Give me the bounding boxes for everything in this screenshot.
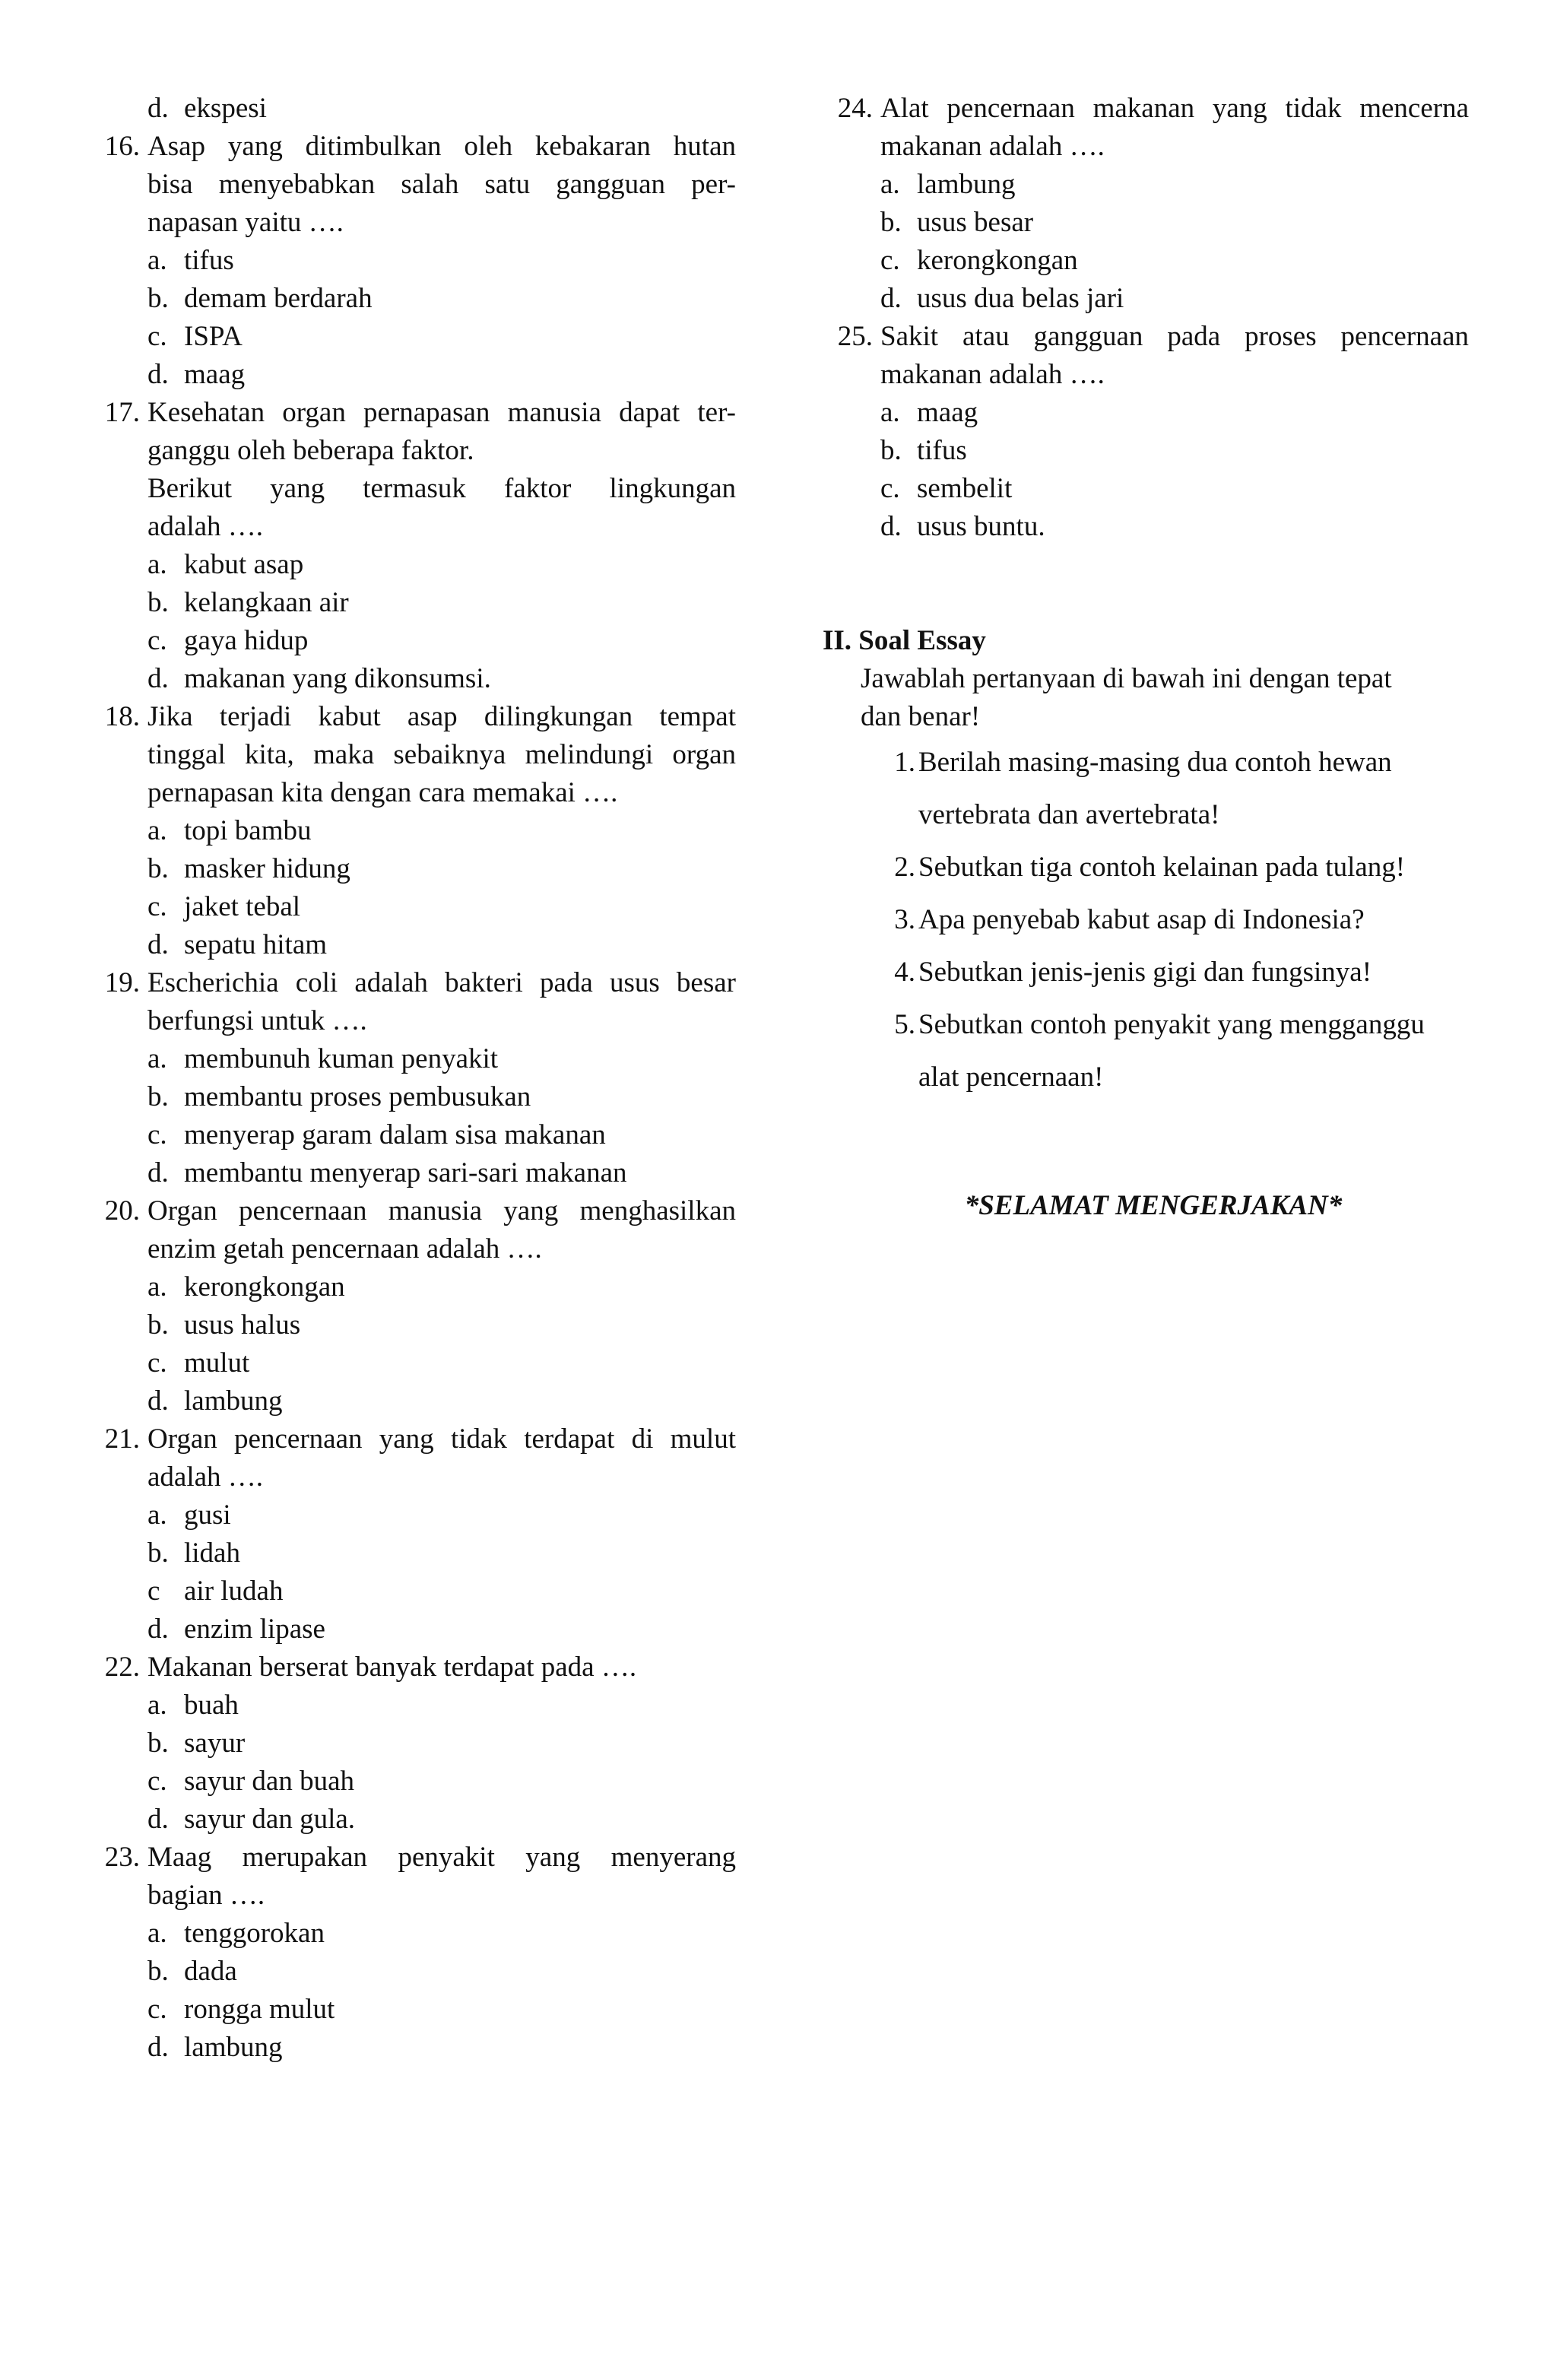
question-number: 19. (104, 967, 140, 998)
question-line (90, 1420, 736, 1458)
essay-text: alat pencernaan! (918, 1061, 1104, 1093)
question-line (90, 736, 736, 774)
question (90, 1192, 736, 1420)
option-key: d. (147, 929, 169, 960)
question-line (90, 698, 736, 736)
option-text: menyerap garam dalam sisa makanan (184, 1119, 606, 1150)
option-key: a. (147, 1043, 167, 1074)
question-line (90, 432, 736, 470)
option-text: membantu proses pembusukan (184, 1081, 531, 1112)
option-text: sepatu hitam (184, 929, 328, 960)
option-row (90, 356, 736, 394)
option-key: c. (147, 625, 167, 656)
option-text: jaket tebal (184, 891, 301, 922)
option-key: d. (880, 511, 902, 542)
option-key: a. (147, 1690, 167, 1721)
option-key: b. (880, 435, 902, 466)
option-text: ISPA (184, 321, 243, 352)
option-row (90, 1382, 736, 1420)
essay-list (823, 736, 1469, 1103)
option-text: mulut (184, 1347, 250, 1379)
question-text: makanan adalah …. (880, 359, 1105, 390)
left-column (90, 90, 736, 2067)
question-number: 20. (104, 1195, 140, 1226)
option-text: tifus (917, 435, 967, 466)
option-text: usus buntu. (917, 511, 1045, 542)
option-text: tenggorokan (184, 1918, 325, 1949)
essay-item (823, 893, 1469, 946)
option-key: c. (880, 245, 900, 276)
option-key: b. (147, 853, 169, 884)
option-key: b. (880, 207, 902, 238)
essay-item (823, 998, 1469, 1103)
option-row (823, 394, 1469, 432)
option-row (90, 90, 736, 128)
question-line (90, 166, 736, 204)
question-line (90, 1839, 736, 1877)
question (823, 90, 1469, 318)
essay-line (823, 789, 1469, 841)
essay-line (823, 1051, 1469, 1103)
option (147, 1154, 627, 1192)
option-row (90, 926, 736, 964)
option (147, 1078, 531, 1116)
option (147, 1344, 249, 1382)
option-row (823, 242, 1469, 280)
question-line (823, 128, 1469, 166)
question-text: Organ pencernaan yang tidak terdapat di mulut (147, 1423, 736, 1455)
question-line (90, 1649, 736, 1687)
option (147, 1116, 606, 1154)
question-text: bagian …. (147, 1880, 265, 1911)
option-row (823, 166, 1469, 204)
option-text: kerongkongan (184, 1271, 345, 1303)
question-line (90, 470, 736, 508)
question-text: ganggu oleh beberapa faktor. (147, 435, 474, 466)
question-text: pernapasan kita dengan cara memakai …. (147, 777, 618, 808)
option-text: membantu menyerap sari-sari makanan (184, 1157, 627, 1188)
option (147, 280, 373, 318)
option-row (90, 546, 736, 584)
option-key: b. (147, 1081, 169, 1112)
essay-item (823, 841, 1469, 893)
option (880, 508, 1045, 546)
question-line (90, 128, 736, 166)
question-line (90, 204, 736, 242)
essay-text: Sebutkan contoh penyakit yang mengganggu (918, 1009, 1425, 1040)
option-row (90, 1953, 736, 1991)
essay-line (823, 841, 1469, 893)
essay-item (823, 946, 1469, 998)
option (147, 1572, 283, 1610)
option-key: c. (880, 473, 900, 504)
closing-message: *SELAMAT MENGERJAKAN* (964, 1190, 1343, 1221)
option (147, 812, 312, 850)
essay-intro-line: dan benar! (861, 701, 981, 732)
question-text: Organ pencernaan manusia yang menghasilkan (147, 1195, 736, 1226)
option-text: sayur (184, 1728, 246, 1759)
question-text: Alat pencernaan makanan yang tidak mencerna (880, 93, 1469, 124)
option-row (90, 1687, 736, 1725)
essay-number: 4. (894, 957, 915, 988)
option-row (823, 508, 1469, 546)
option-key: d. (147, 1157, 169, 1188)
option-key: c (147, 1576, 160, 1607)
question-line (90, 508, 736, 546)
option-key: b. (147, 283, 169, 314)
question (90, 964, 736, 1192)
option-key: c. (147, 891, 167, 922)
option-row (90, 280, 736, 318)
question-line (90, 1458, 736, 1496)
question-line (90, 964, 736, 1002)
question-text: adalah …. (147, 1461, 264, 1493)
option-text: usus halus (184, 1309, 301, 1341)
question (90, 128, 736, 394)
option-text: topi bambu (184, 815, 312, 846)
option-row (90, 1915, 736, 1953)
option-key: c. (147, 1119, 167, 1150)
option-text: air ludah (184, 1576, 284, 1607)
option-key: d. (147, 93, 169, 124)
option-text: lidah (184, 1537, 240, 1569)
option-text: enzim lipase (184, 1614, 325, 1645)
option-key: d. (147, 663, 169, 694)
option-row (90, 888, 736, 926)
option-key: a. (147, 549, 167, 580)
option-key: a. (880, 397, 900, 428)
question-text: Maag merupakan penyakit yang menyerang (147, 1842, 736, 1873)
option-row (90, 1801, 736, 1839)
question-number: 21. (104, 1423, 140, 1455)
option (147, 1953, 237, 1991)
essay-intro-line: Jawablah pertanyaan di bawah ini dengan tepat (861, 663, 1392, 694)
option-key: d. (880, 283, 902, 314)
option-row (90, 1040, 736, 1078)
option-row (90, 1991, 736, 2029)
option-key: a. (147, 815, 167, 846)
option-text: lambung (917, 169, 1016, 200)
option-text: usus dua belas jari (917, 283, 1124, 314)
option-text: masker hidung (184, 853, 350, 884)
question-text: Escherichia coli adalah bakteri pada usus besar (147, 967, 736, 998)
option (147, 1801, 355, 1839)
question-text: adalah …. (147, 511, 264, 542)
option-text: gaya hidup (184, 625, 309, 656)
question-line (90, 1192, 736, 1230)
option-row (90, 1154, 736, 1192)
option-key: d. (147, 359, 169, 390)
essay-line (823, 736, 1469, 789)
question-number: 25. (837, 321, 873, 352)
option-text: sayur dan gula. (184, 1804, 356, 1835)
option (880, 432, 967, 470)
option-text: maag (184, 359, 246, 390)
option-text: lambung (184, 2032, 283, 2063)
essay-text: Apa penyebab kabut asap di Indonesia? (918, 904, 1365, 935)
question-list (823, 90, 1469, 546)
essay-line (823, 998, 1469, 1051)
option-row (90, 1344, 736, 1382)
option (147, 926, 327, 964)
option-row (90, 850, 736, 888)
option (147, 660, 491, 698)
question-text: Sakit atau gangguan pada proses pencernaan (880, 321, 1469, 352)
question-line (823, 318, 1469, 356)
right-column (823, 90, 1469, 1225)
question-line (90, 1002, 736, 1040)
question (90, 394, 736, 698)
option-key: d. (147, 1385, 169, 1417)
option (147, 1725, 245, 1763)
option-row (90, 1572, 736, 1610)
essay-item (823, 736, 1469, 841)
option-key: a. (147, 1271, 167, 1303)
option-text: lambung (184, 1385, 283, 1417)
option (147, 1306, 300, 1344)
option (147, 850, 350, 888)
option (147, 1687, 239, 1725)
option-row (823, 280, 1469, 318)
spacer (823, 546, 1469, 622)
question-text: bisa menyebabkan salah satu gangguan per- (147, 169, 736, 200)
option-text: kabut asap (184, 549, 304, 580)
option (880, 470, 1012, 508)
option (880, 242, 1078, 280)
question-text: makanan adalah …. (880, 131, 1105, 162)
option-row (90, 1268, 736, 1306)
option-key: c. (147, 1766, 167, 1797)
question-text: tinggal kita, maka sebaiknya melindungi organ (147, 739, 736, 770)
option-key: b. (147, 1309, 169, 1341)
option-key: d. (147, 1614, 169, 1645)
question-number: 23. (104, 1842, 140, 1873)
option-key: c. (147, 1347, 167, 1379)
question-line (90, 1877, 736, 1915)
option-text: dada (184, 1956, 237, 1987)
option-key: a. (147, 1918, 167, 1949)
option-text: tifus (184, 245, 234, 276)
option-row (90, 1763, 736, 1801)
option (147, 2029, 282, 2067)
question-number: 24. (837, 93, 873, 124)
question-text: napasan yaitu …. (147, 207, 344, 238)
option-key: a. (880, 169, 900, 200)
option-text: ekspesi (184, 93, 267, 124)
essay-number: 3. (894, 904, 915, 935)
essay-title: II. Soal Essay (823, 625, 986, 656)
option-key: b. (147, 1537, 169, 1569)
option-row (90, 622, 736, 660)
option (147, 242, 234, 280)
essay-text: Sebutkan jenis-jenis gigi dan fungsinya! (918, 957, 1372, 988)
option (147, 1915, 325, 1953)
option-row (90, 242, 736, 280)
option-text: sayur dan buah (184, 1766, 354, 1797)
essay-text: vertebrata dan avertebrata! (918, 799, 1220, 830)
question-number: 22. (104, 1652, 140, 1683)
option (147, 1040, 498, 1078)
option-row (90, 660, 736, 698)
question-number: 18. (104, 701, 140, 732)
option-row (90, 318, 736, 356)
option-key: a. (147, 1499, 167, 1531)
option-text: rongga mulut (184, 1994, 335, 2025)
option-row (90, 1534, 736, 1572)
question-number: 17. (104, 397, 140, 428)
option-row (90, 1725, 736, 1763)
question-line (823, 90, 1469, 128)
question (90, 698, 736, 964)
option (147, 1534, 240, 1572)
essay-number: 5. (894, 1009, 915, 1040)
option (147, 622, 308, 660)
question-text: enzim getah pencernaan adalah …. (147, 1233, 542, 1265)
option (147, 546, 303, 584)
option-row (823, 470, 1469, 508)
option-key: c. (147, 1994, 167, 2025)
option (147, 318, 243, 356)
question-text: Makanan berserat banyak terdapat pada …. (147, 1652, 637, 1683)
essay-line (823, 946, 1469, 998)
option-text: sembelit (917, 473, 1013, 504)
question (90, 1839, 736, 2067)
question-text: Kesehatan organ pernapasan manusia dapat ter- (147, 397, 736, 428)
question-number: 16. (104, 131, 140, 162)
option-text: makanan yang dikonsumsi. (184, 663, 491, 694)
option (147, 1496, 231, 1534)
question-line (90, 774, 736, 812)
option (880, 394, 978, 432)
option-text: buah (184, 1690, 239, 1721)
option-text: maag (917, 397, 978, 428)
essay-text: Sebutkan tiga contoh kelainan pada tulang! (918, 852, 1406, 883)
option (147, 1382, 282, 1420)
option-row (823, 432, 1469, 470)
option-key: b. (147, 587, 169, 618)
option (880, 204, 1033, 242)
option-row (90, 812, 736, 850)
option (147, 584, 349, 622)
option-text: usus besar (917, 207, 1034, 238)
option-row (90, 1116, 736, 1154)
essay-line (823, 893, 1469, 946)
option-key: a. (147, 245, 167, 276)
question-line (90, 394, 736, 432)
question-line (823, 356, 1469, 394)
option-key: c. (147, 321, 167, 352)
option-row (90, 1496, 736, 1534)
option-text: kerongkongan (917, 245, 1078, 276)
option-text: membunuh kuman penyakit (184, 1043, 499, 1074)
option (147, 1991, 335, 2029)
question-text: Berikut yang termasuk faktor lingkungan (147, 473, 736, 504)
option-text: gusi (184, 1499, 231, 1531)
option-row (90, 584, 736, 622)
question-text: Jika terjadi kabut asap dilingkungan tempat (147, 701, 736, 732)
option (147, 90, 267, 128)
option-row (90, 2029, 736, 2067)
option-key: b. (147, 1956, 169, 1987)
option-row (90, 1078, 736, 1116)
essay-number: 2. (894, 852, 915, 883)
essay-section (823, 622, 1469, 1103)
option-row (90, 1306, 736, 1344)
option (880, 166, 1015, 204)
option (147, 1610, 325, 1649)
question-text: Asap yang ditimbulkan oleh kebakaran hutan (147, 131, 736, 162)
question-line (90, 1230, 736, 1268)
option (147, 888, 300, 926)
option (147, 356, 245, 394)
question (823, 318, 1469, 546)
question-text: berfungsi untuk …. (147, 1005, 367, 1036)
option (147, 1268, 345, 1306)
essay-text: Berilah masing-masing dua contoh hewan (918, 747, 1392, 778)
option-key: b. (147, 1728, 169, 1759)
question-list (90, 128, 736, 2067)
question (90, 1649, 736, 1839)
option-text: demam berdarah (184, 283, 373, 314)
option (880, 280, 1124, 318)
option-text: kelangkaan air (184, 587, 349, 618)
essay-number: 1. (894, 747, 915, 778)
option-key: d. (147, 1804, 169, 1835)
option (147, 1763, 354, 1801)
option-row (823, 204, 1469, 242)
option-row (90, 1610, 736, 1649)
question (90, 1420, 736, 1649)
option-key: d. (147, 2032, 169, 2063)
